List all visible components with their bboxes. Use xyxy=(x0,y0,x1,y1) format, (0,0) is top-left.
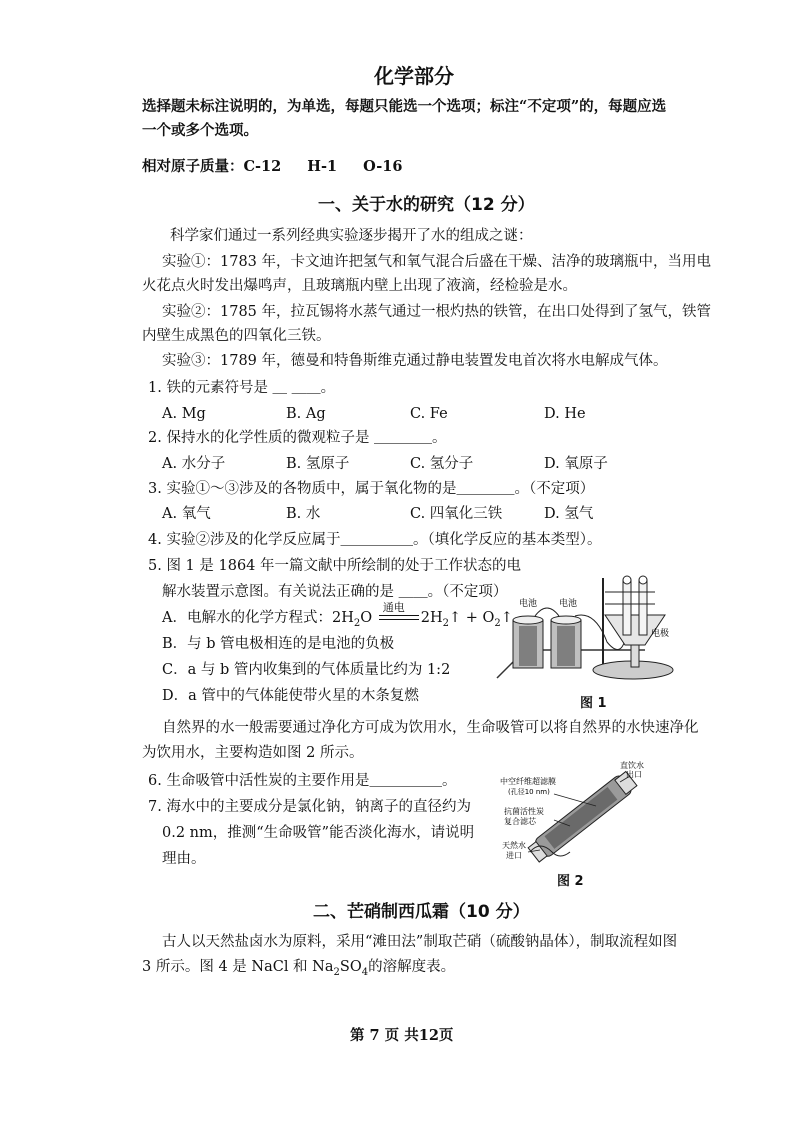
q3-option-c: C. 四氧化三铁 xyxy=(410,506,503,522)
question-7-line2: 0.2 nm，推测“生命吸管”能否淡化海水，请说明 xyxy=(162,825,475,841)
q5-a-text: A．电解水的化学方程式：2H xyxy=(162,610,354,626)
experiment1-line2: 火花点火时发出爆鸣声，且玻璃瓶内壁上出现了液滴，经检验是水。 xyxy=(142,278,577,294)
question-3: 3. 实验①～③涉及的各物质中，属于氧化物的是＿＿＿＿。（不定项） xyxy=(148,481,595,497)
q5-option-a xyxy=(162,601,513,633)
nature-water-line1: 自然界的水一般需要通过净化方可成为饮用水，生命吸管可以将自然界的水快速净化 xyxy=(162,720,699,736)
q2-option-a: A. 水分子 xyxy=(162,456,226,472)
q5-a-sub: 2 xyxy=(494,617,501,629)
section1-heading: 一、关于水的研究（12 分） xyxy=(318,195,535,215)
figure-2-label-inlet-2: 进口 xyxy=(506,851,522,860)
figure-1-label-electrode: 电极 xyxy=(651,629,670,639)
figure-2-label-fiber-pore: (孔径10 nm) xyxy=(508,788,550,796)
q3-option-a: A. 氧气 xyxy=(162,506,211,522)
page-footer: 第 7 页 共12页 xyxy=(350,1027,454,1044)
question-5-line2: 解水装置示意图。有关说法正确的是 ＿＿。（不定项） xyxy=(162,584,508,600)
figure-2-caption: 图 2 xyxy=(557,874,584,889)
intro-line-2: 一个或多个选项。 xyxy=(142,122,258,139)
figure-1-label-battery-1: 电池 xyxy=(519,599,538,609)
q5-a-plus: ↑ + O xyxy=(448,610,495,626)
q1-option-b: B. Ag xyxy=(286,406,326,422)
atomic-mass-o: O-16 xyxy=(363,158,403,175)
experiment2-line1: 实验②：1785 年，拉瓦锡将水蒸气通过一根灼热的铁管，在出口处得到了氢气，铁管 xyxy=(162,304,712,320)
figure-2-life-straw xyxy=(500,760,660,865)
q1-option-a: A. Mg xyxy=(162,406,206,422)
so4-sub: 4 xyxy=(361,966,369,978)
figure-1-electrolysis-apparatus xyxy=(495,570,680,685)
section2-heading: 二、芒硝制西瓜霜（10 分） xyxy=(313,902,530,922)
q5-a-h2: 2H xyxy=(420,610,443,626)
section2-intro-line1: 古人以天然盐卤水为原料，采用“滩田法”制取芒硝（硫酸钠晶体），制取流程如图 xyxy=(162,934,678,950)
atomic-mass xyxy=(142,158,402,176)
figure-2-label-outlet: 直饮水 xyxy=(620,761,644,770)
figure-1-caption: 图 1 xyxy=(580,696,607,711)
experiment3: 实验③：1789 年，德曼和特鲁斯维克通过静电装置发电首次将水电解成气体。 xyxy=(162,353,668,369)
figure-2-label-carbon-core: 复合滤芯 xyxy=(504,817,536,826)
reaction-condition: 通电 xyxy=(382,601,405,614)
q3-option-b: B. 水 xyxy=(286,506,321,522)
q1-option-c: C. Fe xyxy=(410,406,448,422)
atomic-mass-h: H-1 xyxy=(307,158,338,175)
q5-option-d: D．a 管中的气体能使带火星的木条复燃 xyxy=(162,688,419,704)
na2-sub: 2 xyxy=(333,966,340,978)
figure-2-label-outlet-2: 出口 xyxy=(626,770,642,779)
q5-a-sub: 2 xyxy=(353,617,361,629)
question-6: 6. 生命吸管中活性炭的主要作用是＿＿＿＿＿。 xyxy=(148,773,457,789)
q2-option-c: C. 氢分子 xyxy=(410,456,474,472)
nature-water-line2: 为饮用水，主要构造如图 2 所示。 xyxy=(142,745,364,761)
intro-line-1: 选择题未标注说明的，为单选，每题只能选一个选项；标注“不定项”的，每题应选 xyxy=(142,98,667,115)
question-7-line3: 理由。 xyxy=(162,851,206,867)
figure-1-label-battery-2: 电池 xyxy=(559,599,578,609)
question-5-line1: 5. 图 1 是 1864 年一篇文献中所绘制的处于工作状态的电 xyxy=(148,558,522,574)
question-1: 1. 铁的元素符号是 ＿ ＿＿。 xyxy=(148,380,336,396)
figure-2-label-carbon: 抗菌活性炭 xyxy=(504,807,544,816)
question-2: 2. 保持水的化学性质的微观粒子是 ＿＿＿＿。 xyxy=(148,430,447,446)
section2-text-c: 的溶解度表。 xyxy=(368,959,456,975)
question-7-line1: 7. 海水中的主要成分是氯化钠，钠离子的直径约为 xyxy=(148,799,471,815)
figure-2-label-fiber: 中空纤维超滤膜 xyxy=(500,777,556,786)
q2-option-b: B. 氢原子 xyxy=(286,456,350,472)
q5-a-o: O xyxy=(360,610,373,626)
atomic-mass-label: 相对原子质量： xyxy=(142,158,244,175)
page-title: 化学部分 xyxy=(374,64,454,88)
section2-text-a: 3 所示。图 4 是 NaCl 和 Na xyxy=(142,959,334,975)
section2-intro-line2 xyxy=(142,958,455,982)
question-4: 4. 实验②涉及的化学反应属于＿＿＿＿＿。（填化学反应的基本类型）。 xyxy=(148,532,602,548)
q3-option-d: D. 氢气 xyxy=(544,506,594,522)
figure-2-label-inlet: 天然水 xyxy=(502,841,526,850)
q1-option-d: D. He xyxy=(544,406,586,422)
q5-option-b: B．与 b 管电极相连的是电池的负极 xyxy=(162,636,395,652)
q5-a-sub: 2 xyxy=(442,617,449,629)
experiment2-line2: 内壁生成黑色的四氧化三铁。 xyxy=(142,328,331,344)
section1-intro: 科学家们通过一系列经典实验逐步揭开了水的组成之谜： xyxy=(170,228,533,244)
reaction-arrow xyxy=(377,601,421,625)
q5-option-c: C．a 与 b 管内收集到的气体质量比约为 1:2 xyxy=(162,662,451,678)
section2-text-so: SO xyxy=(339,959,362,975)
experiment1-line1: 实验①：1783 年，卡文迪许把氢气和氧气混合后盛在干燥、洁净的玻璃瓶中，当用电 xyxy=(162,254,712,270)
q5-a-up: ↑ xyxy=(500,610,513,626)
q2-option-d: D. 氧原子 xyxy=(544,456,608,472)
atomic-mass-c: C-12 xyxy=(243,158,282,175)
